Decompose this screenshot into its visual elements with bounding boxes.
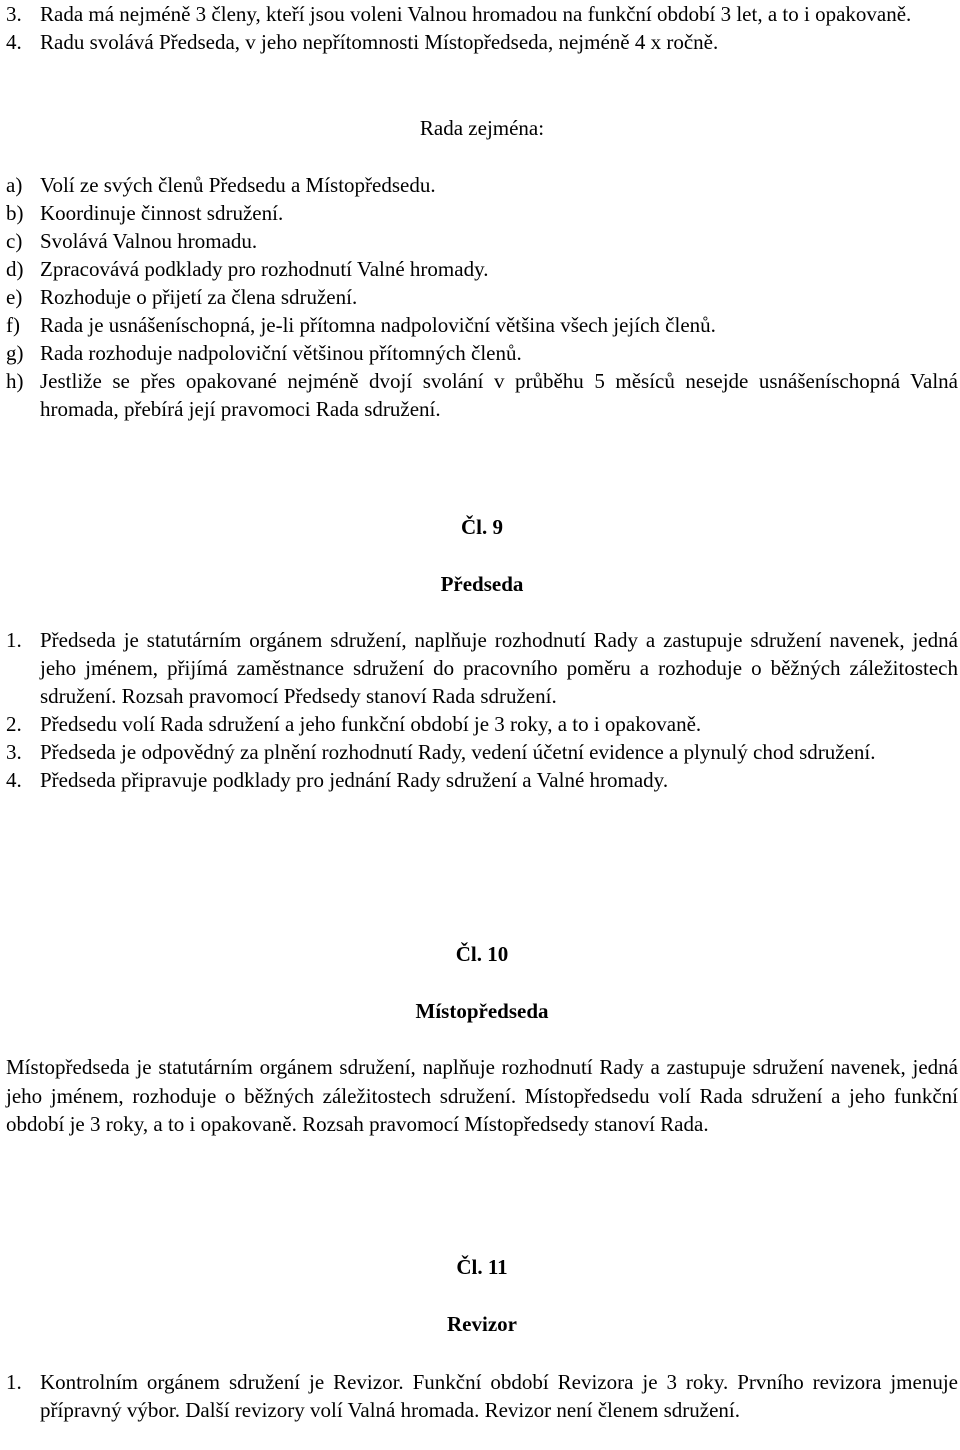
list-text: Radu svolává Předseda, v jeho nepřítomnosti Místopředseda, nejméně 4 x ročně. xyxy=(40,30,719,54)
list-text: Volí ze svých členů Předsedu a Místopředsedu. xyxy=(40,173,436,197)
article-11-title: Revizor xyxy=(447,1312,517,1336)
list-text: Rada rozhoduje nadpoloviční většinou přítomných členů. xyxy=(40,341,522,365)
list-item xyxy=(6,171,958,199)
list-text: Zpracovává podklady pro rozhodnutí Valné hromady. xyxy=(40,257,489,281)
list-text: Předseda připravuje podklady pro jednání Rady sdružení a Valné hromady. xyxy=(40,768,669,792)
list-marker: 4. xyxy=(6,768,22,792)
article-10-title: Místopředseda xyxy=(415,999,549,1023)
list-item xyxy=(6,626,958,710)
list-text: Rozhoduje o přijetí za člena sdružení. xyxy=(40,285,358,309)
list-text: Kontrolním orgánem sdružení je Revizor. Funkční období Revizora je 3 roky. Prvního revizora jmenuje přípravný výbor. Další revizory volí Valná hromada. Revizor není členem sdružení. xyxy=(40,1370,958,1422)
list-text: Předseda je odpovědný za plnění rozhodnutí Rady, vedení účetní evidence a plynulý chod sdružení. xyxy=(40,740,876,764)
list-item xyxy=(6,1368,958,1424)
list-text: Předseda je statutárním orgánem sdružení, naplňuje rozhodnutí Rady a zastupuje sdružení navenek, jedná jeho jménem, přijímá zaměstnance sdružení do pracovního poměru a rozhoduje o běžných záležitostech sdružení. Rozsah pravomocí Předsedy stanoví Rada sdružení. xyxy=(40,628,958,708)
article-11-list xyxy=(6,1368,958,1424)
list-item xyxy=(6,710,958,738)
list-marker: f) xyxy=(6,313,20,337)
list-marker: a) xyxy=(6,173,23,197)
list-text: Rada má nejméně 3 členy, kteří jsou voleni Valnou hromadou na funkční období 3 let, a to i opakovaně. xyxy=(40,2,912,26)
list-item xyxy=(6,311,958,339)
list-marker: g) xyxy=(6,341,24,365)
article-9-list xyxy=(6,626,958,794)
list-marker: 1. xyxy=(6,1370,22,1394)
article-10-text: Místopředseda je statutárním orgánem sdružení, naplňuje rozhodnutí Rady a zastupuje sdružení navenek, jedná jeho jménem, rozhoduje o běžných záležitostech sdružení. Místopředsedu volí Rada sdružení a jeho funkční období je 3 roky, a to i opakovaně. Rozsah pravomocí Místopředsedy stanoví Rada. xyxy=(6,1055,958,1136)
list-item xyxy=(6,255,958,283)
list-marker: 3. xyxy=(6,2,22,26)
list-text: Svolává Valnou hromadu. xyxy=(40,229,258,253)
rada-duties-list xyxy=(6,171,958,423)
list-marker: d) xyxy=(6,257,24,281)
list-marker: h) xyxy=(6,369,24,393)
list-text: Jestliže se přes opakované nejméně dvojí svolání v průběhu 5 měsíců nesejde usnášeníschopná Valná hromada, přebírá její pravomoci Rada sdružení. xyxy=(40,369,958,421)
list-marker: e) xyxy=(6,285,23,309)
list-item xyxy=(6,28,958,56)
list-item xyxy=(6,339,958,367)
list-item xyxy=(6,766,958,794)
list-item xyxy=(6,227,958,255)
list-marker: b) xyxy=(6,201,24,225)
list-marker: 3. xyxy=(6,740,22,764)
list-item xyxy=(6,283,958,311)
list-item xyxy=(6,199,958,227)
article-11-number: Čl. 11 xyxy=(456,1255,508,1279)
list-marker: 2. xyxy=(6,712,22,736)
article-9-number: Čl. 9 xyxy=(461,515,503,539)
article-9-title: Předseda xyxy=(440,572,524,596)
list-marker: c) xyxy=(6,229,23,253)
rada-subheading: Rada zejména: xyxy=(419,116,545,140)
list-item xyxy=(6,738,958,766)
list-marker: 1. xyxy=(6,628,22,652)
list-text: Koordinuje činnost sdružení. xyxy=(40,201,284,225)
list-item xyxy=(6,367,958,423)
list-item xyxy=(6,0,958,28)
rada-list xyxy=(6,0,958,56)
article-10-number: Čl. 10 xyxy=(455,942,509,966)
list-marker: 4. xyxy=(6,30,22,54)
list-text: Rada je usnášeníschopná, je-li přítomna nadpoloviční většina všech jejích členů. xyxy=(40,313,716,337)
list-text: Předsedu volí Rada sdružení a jeho funkční období je 3 roky, a to i opakovaně. xyxy=(40,712,702,736)
